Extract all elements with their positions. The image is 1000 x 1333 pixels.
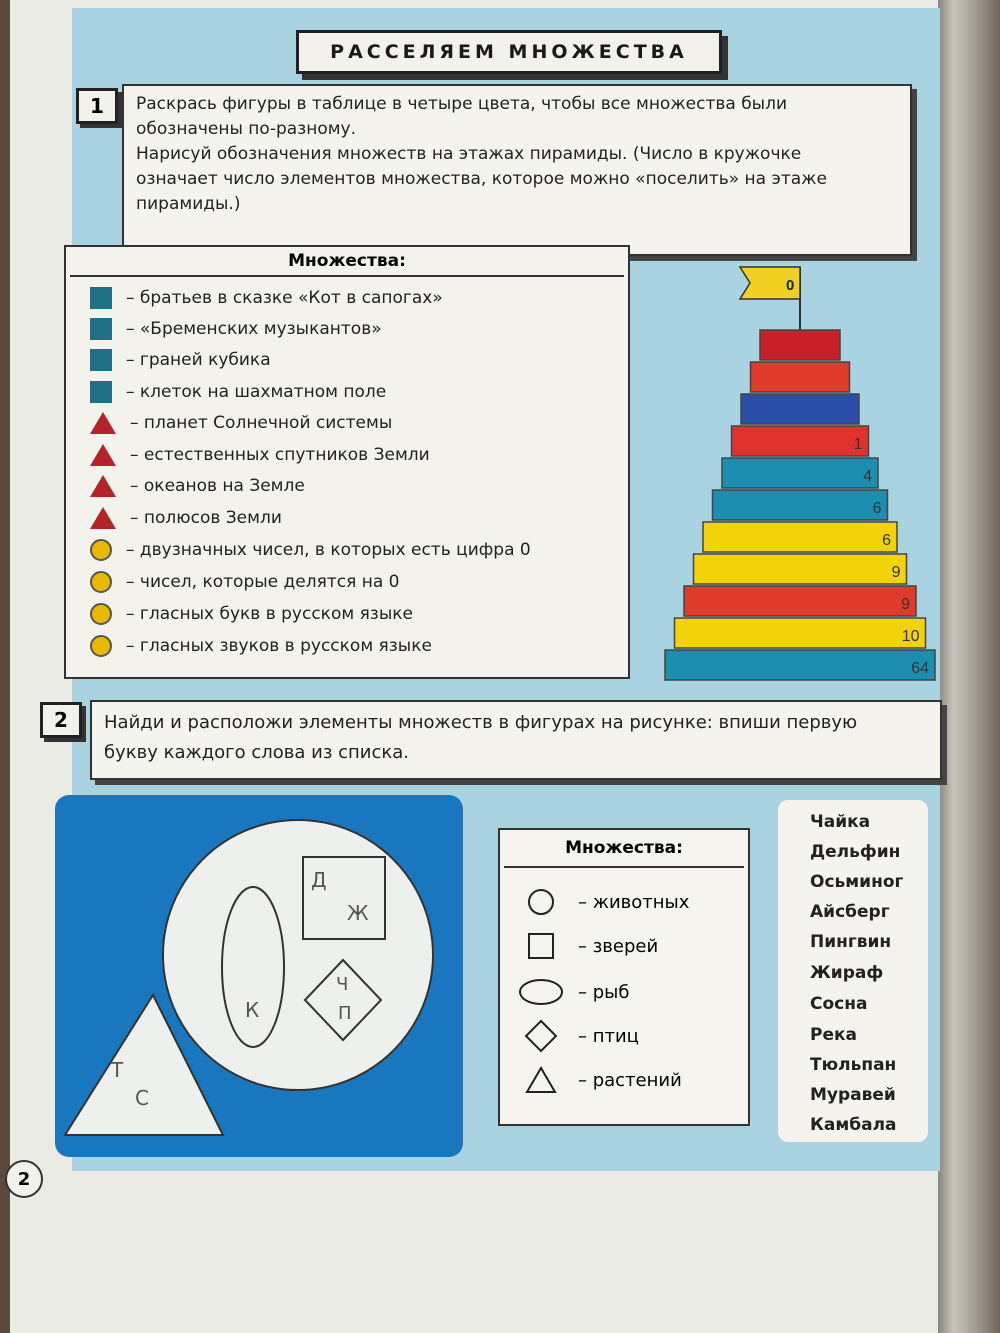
- page-edge: [938, 0, 1000, 1333]
- pyramid-drawing: [640, 255, 940, 695]
- set-item: [90, 603, 413, 625]
- task1-line4: означает число элементов множества, которое можно «поселить» на этаже: [136, 169, 827, 189]
- pyramid-floor: [751, 362, 850, 392]
- square-icon: [90, 349, 112, 371]
- sets-table: [64, 245, 630, 679]
- square-icon: [90, 381, 112, 403]
- word-item: Пингвин: [810, 932, 892, 952]
- set-item: [90, 287, 443, 309]
- pyramid-floor-label: 64: [911, 660, 929, 677]
- legend-item: [518, 976, 629, 1008]
- task2-instructions: [90, 700, 942, 780]
- legend-label: – рыб: [578, 981, 630, 1003]
- legend-item: [518, 930, 658, 962]
- word-item: Осьминог: [810, 872, 904, 892]
- pyramid-floor: [694, 554, 907, 584]
- word-item: Муравей: [810, 1085, 896, 1105]
- legend-item: [518, 886, 689, 918]
- word-item: Жираф: [810, 963, 884, 983]
- pyramid-floor-label: 9: [901, 596, 910, 613]
- square-icon: [90, 318, 112, 340]
- set-item: [90, 318, 382, 340]
- set-item-label: – братьев в сказке «Кот в сапогах»: [126, 288, 443, 308]
- pyramid-floor-label: 6: [882, 532, 891, 549]
- pyramid-floor: [675, 618, 926, 648]
- set-item-label: – гласных букв в русском языке: [126, 604, 413, 624]
- sets-header: Множества:: [70, 247, 624, 277]
- set-item-label: – полюсов Земли: [130, 508, 282, 528]
- word-item: Тюльпан: [810, 1055, 897, 1075]
- legend-label: – животных: [578, 891, 690, 913]
- pyramid-floor-label: 9: [891, 564, 901, 581]
- set-item: [90, 635, 432, 657]
- ellipse-letter: К: [245, 998, 260, 1022]
- task1-line2: обозначены по-разному.: [136, 119, 357, 139]
- set-item: [90, 349, 271, 371]
- set-item-label: – естественных спутников Земли: [130, 445, 430, 465]
- pyramid-floor: [713, 490, 888, 520]
- legend-table: [498, 828, 750, 1126]
- set-item-label: – «Бременских музыкантов»: [126, 319, 382, 339]
- set-item: [90, 507, 282, 529]
- diamond-icon: [518, 1020, 564, 1052]
- word-list: [778, 800, 928, 1142]
- pyramid-floor: [722, 458, 878, 488]
- word-item: Дельфин: [810, 842, 901, 862]
- word-item: Айсберг: [810, 902, 890, 922]
- triangle-icon: [90, 412, 116, 434]
- set-item: [90, 539, 531, 561]
- pyramid-floor: [684, 586, 916, 616]
- set-item-label: – океанов на Земле: [130, 476, 305, 496]
- legend-header: Множества:: [504, 830, 744, 868]
- pyramid-floor: [760, 330, 840, 360]
- word-item: Камбала: [810, 1115, 897, 1135]
- legend-label: – птиц: [578, 1025, 639, 1047]
- triangle-icon: [90, 507, 116, 529]
- fish-ellipse: [222, 887, 284, 1047]
- set-item-label: – клеток на шахматном поле: [126, 382, 387, 402]
- task1-instructions: [122, 84, 912, 256]
- square-letter-2: Ж: [347, 901, 369, 925]
- set-item: [90, 381, 386, 403]
- set-item: [90, 475, 305, 497]
- set-item: [90, 412, 392, 434]
- triangle-icon: [90, 475, 116, 497]
- legend-item: [518, 1064, 682, 1096]
- pyramid-floor: [741, 394, 859, 424]
- square-icon: [90, 287, 112, 309]
- set-item-label: – двузначных чисел, в которых есть цифра 0: [126, 540, 531, 560]
- set-item-label: – чисел, которые делятся на 0: [126, 572, 400, 592]
- task1-line5: пирамиды.): [136, 194, 241, 214]
- task1-line3: Нарисуй обозначения множеств на этажах пирамиды. (Число в кружочке: [136, 144, 802, 164]
- circle-icon: [90, 635, 112, 657]
- task1-line1: Раскрась фигуры в таблице в четыре цвета, чтобы все множества были: [136, 94, 788, 114]
- triangle-icon: [90, 444, 116, 466]
- pyramid-floor: [732, 426, 869, 456]
- pyramid-floor-label: 4: [863, 468, 872, 485]
- task2-line1: Найди и расположи элементы множеств в фигурах на рисунке: впиши первую: [104, 712, 858, 733]
- scene-shapes: [55, 795, 463, 1157]
- sets-scene: [55, 795, 463, 1157]
- animals-circle: [163, 820, 433, 1090]
- set-item-label: – гласных звуков в русском языке: [126, 636, 432, 656]
- triangle-letter-2: С: [135, 1086, 149, 1110]
- square-letter-1: Д: [311, 868, 327, 892]
- legend-label: – растений: [578, 1069, 682, 1091]
- circle-icon: [90, 603, 112, 625]
- ellipse-icon: [518, 976, 564, 1008]
- pyramid-floor: [703, 522, 897, 552]
- pyramid-floor-label: 10: [901, 628, 920, 645]
- task2-number: 2: [40, 702, 82, 738]
- set-item-label: – граней кубика: [126, 350, 271, 370]
- pyramid-floor-label: 1: [853, 436, 863, 453]
- set-item-label: – планет Солнечной системы: [130, 413, 393, 433]
- word-item: Сосна: [810, 994, 868, 1014]
- circle-icon: [518, 886, 564, 918]
- pyramid-floor: [665, 650, 935, 680]
- word-item: Река: [810, 1025, 857, 1045]
- pyramid-floors: [665, 330, 935, 680]
- page-title: РАССЕЛЯЕМ МНОЖЕСТВА: [296, 30, 722, 74]
- page-number: 2: [5, 1160, 43, 1198]
- triangle-letter-1: Т: [111, 1058, 124, 1082]
- task2-line2: букву каждого слова из списка.: [104, 742, 410, 763]
- legend-label: – зверей: [578, 935, 659, 957]
- task1-number: 1: [76, 88, 118, 124]
- flag-label: 0: [786, 277, 795, 294]
- word-item: Чайка: [810, 812, 871, 832]
- diamond-letter-2: П: [338, 1003, 352, 1024]
- diamond-letter-1: Ч: [336, 974, 349, 995]
- legend-item: [518, 1020, 639, 1052]
- set-item: [90, 444, 430, 466]
- square-icon: [518, 930, 564, 962]
- circle-icon: [90, 539, 112, 561]
- pyramid-floor-label: 6: [872, 500, 882, 517]
- set-item: [90, 571, 399, 593]
- triangle-icon: [518, 1064, 564, 1096]
- circle-icon: [90, 571, 112, 593]
